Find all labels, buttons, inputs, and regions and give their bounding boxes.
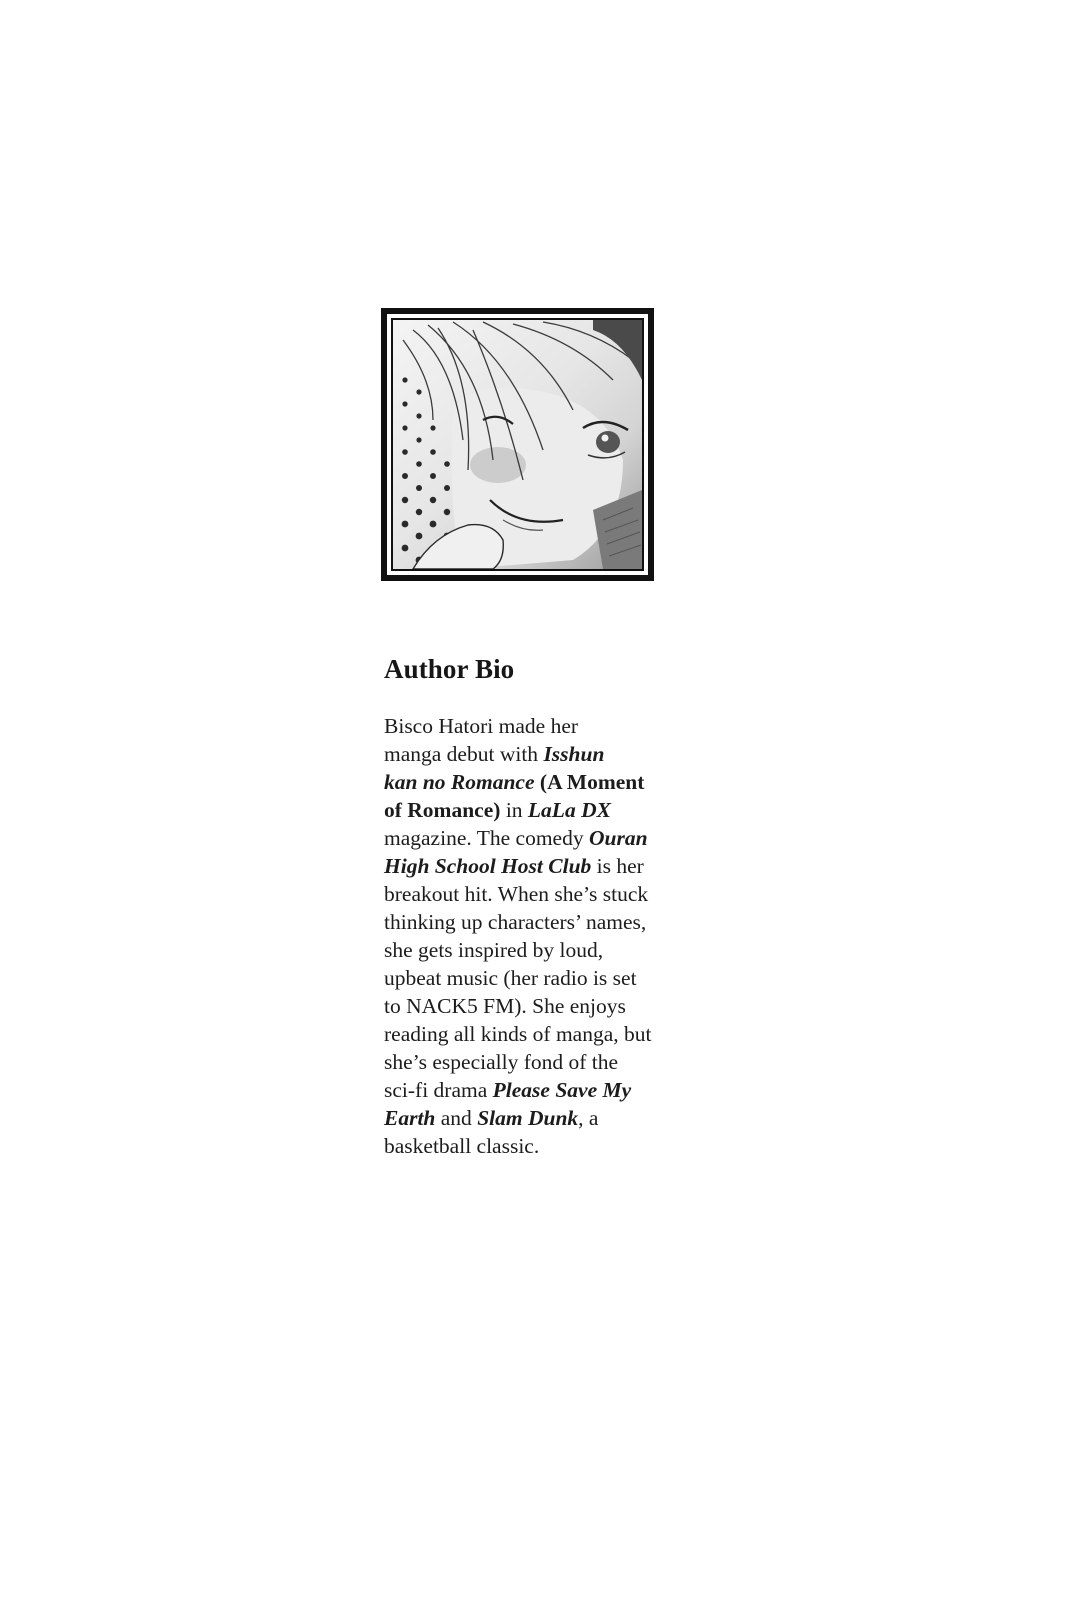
bio-text: upbeat music (her radio is set bbox=[384, 966, 637, 990]
bio-text: magazine. The comedy bbox=[384, 826, 589, 850]
bio-line bbox=[384, 1104, 684, 1132]
bio-text: manga debut with bbox=[384, 742, 544, 766]
bio-line bbox=[384, 964, 684, 992]
bio-text: , a bbox=[578, 1106, 599, 1130]
bio-text: sci-fi drama bbox=[384, 1078, 493, 1102]
bio-text: thinking up characters’ names, bbox=[384, 910, 647, 934]
author-portrait-frame bbox=[381, 308, 654, 581]
work-title: kan no Romance bbox=[384, 770, 535, 794]
bio-text: is her bbox=[591, 854, 644, 878]
manga-face-illustration-icon bbox=[393, 320, 642, 569]
author-bio-heading: Author Bio bbox=[384, 654, 515, 684]
bio-line bbox=[384, 1076, 684, 1104]
bio-text: Bisco Hatori made her bbox=[384, 714, 579, 738]
bio-line bbox=[384, 740, 684, 768]
bio-line bbox=[384, 936, 684, 964]
bio-text: to NACK5 FM). She enjoys bbox=[384, 994, 626, 1018]
work-title: LaLa DX bbox=[527, 798, 611, 822]
bio-line bbox=[384, 992, 684, 1020]
work-title: Earth bbox=[384, 1106, 436, 1130]
bio-line bbox=[384, 1020, 684, 1048]
bio-text: basketball classic. bbox=[384, 1134, 540, 1158]
work-title: Please Save My bbox=[492, 1078, 632, 1102]
bio-text: in bbox=[500, 798, 528, 822]
bio-text: breakout hit. When she’s stuck bbox=[384, 882, 649, 906]
bio-line bbox=[384, 852, 684, 880]
title-translation: (A Moment bbox=[534, 770, 645, 794]
bio-line bbox=[384, 908, 684, 936]
work-title: Isshun bbox=[543, 742, 605, 766]
bio-line bbox=[384, 880, 684, 908]
author-bio-text bbox=[384, 712, 684, 1160]
work-title: Slam Dunk bbox=[477, 1106, 579, 1130]
bio-text: and bbox=[435, 1106, 478, 1130]
author-portrait-icon bbox=[391, 318, 644, 571]
bio-line bbox=[384, 796, 684, 824]
bio-line bbox=[384, 824, 684, 852]
bio-line bbox=[384, 1048, 684, 1076]
work-title: High School Host Club bbox=[384, 854, 592, 878]
bio-line bbox=[384, 712, 684, 740]
bio-text: reading all kinds of manga, but bbox=[384, 1022, 652, 1046]
bio-line bbox=[384, 1132, 684, 1160]
bio-text: she’s especially fond of the bbox=[384, 1050, 619, 1074]
title-translation: of Romance) bbox=[384, 798, 501, 822]
work-title: Ouran bbox=[588, 826, 648, 850]
bio-text: she gets inspired by loud, bbox=[384, 938, 604, 962]
bio-line bbox=[384, 768, 684, 796]
